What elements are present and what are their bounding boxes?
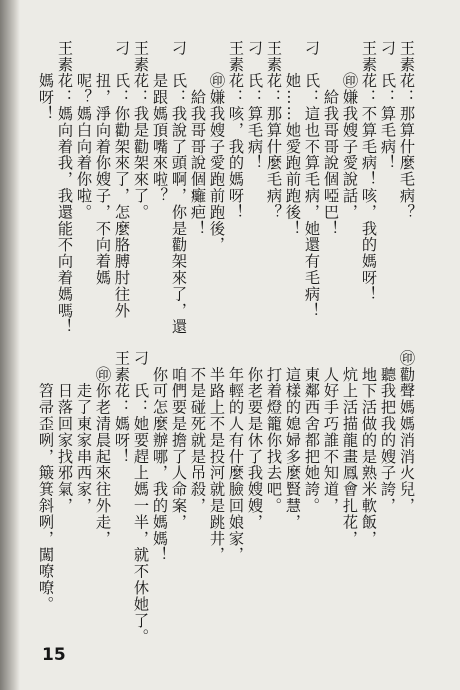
text-line: 你老要是休了我嫂嫂， bbox=[246, 350, 264, 531]
text-line: 聽我把我的嫂子誇， bbox=[379, 350, 397, 514]
text-line: 這樣的媳婦多麼賢慧， bbox=[284, 350, 302, 531]
text-line: 給我哥哥說個啞巴！ bbox=[322, 40, 340, 237]
text-line: 王素花：那算什麼毛病？ bbox=[398, 40, 416, 221]
dialogue-block-bottom bbox=[36, 350, 416, 645]
text-line: 刁 氏：你勸架來了，怎麼胳膊肘往外 bbox=[113, 40, 131, 319]
text-line: 刁 氏：我說了頭啊，你是勸架來了，還 bbox=[170, 40, 188, 336]
page-number: 15 bbox=[42, 645, 66, 665]
text-line: 刁 氏：這也不算毛病，她還有毛病！ bbox=[303, 40, 321, 319]
text-line: ㊞嫌我嫂子愛說話， bbox=[341, 40, 359, 221]
text-line: 日落回家找邪氣， bbox=[56, 350, 74, 514]
text-line: 炕上活描龍畫鳳會扎花， bbox=[341, 350, 359, 547]
text-line: 扭，淨向着你嫂子，不向着媽 bbox=[94, 40, 112, 286]
text-line: 東鄰西舍都把她誇。 bbox=[303, 350, 321, 514]
text-line: 是跟媽頂嘴來啦？ bbox=[151, 40, 169, 204]
text-line: 王素花：咳，我的媽呀！ bbox=[227, 40, 245, 221]
text-line: 她……她愛跑前跑後！ bbox=[284, 40, 302, 237]
text-line: 王素花：媽向着我，我還能不向着媽嗎！ bbox=[56, 40, 74, 336]
text-line: 走了東家串西家， bbox=[75, 350, 93, 514]
text-line: 給我哥哥說個癱疤！ bbox=[189, 40, 207, 237]
text-line: 不是碰死就是吊殺， bbox=[189, 350, 207, 514]
text-line: ㊞你老清晨起來往外走， bbox=[94, 350, 112, 547]
text-line: 呢？媽白向着你啦。 bbox=[75, 40, 93, 221]
text-line: 地下活做的是熟米軟飯， bbox=[360, 350, 378, 547]
text-line: 笤帚歪咧，簸箕斜咧，闖嘹嘹。 bbox=[37, 350, 55, 613]
text-line: ㊞勸聲媽媽消消火兒， bbox=[398, 350, 416, 514]
text-line: 王素花：我是勸架來了。 bbox=[132, 40, 150, 221]
dialogue-block-top bbox=[36, 40, 416, 335]
text-line: 刁 氏：算毛病！ bbox=[246, 40, 264, 172]
book-spine-shadow bbox=[0, 0, 20, 690]
text-line: 打着燈籠你找去吧。 bbox=[265, 350, 283, 514]
text-line: 人好手巧誰不知道， bbox=[322, 350, 340, 514]
text-line: 刁 氏：她要趕上媽一半，就不休她了。 bbox=[132, 350, 150, 646]
text-line: 半路上不是投河就是跳井， bbox=[208, 350, 226, 564]
text-line: 媽呀！ bbox=[37, 40, 55, 122]
text-line: 王素花：不算毛病！咳，我的媽呀！ bbox=[360, 40, 378, 303]
text-line: ㊞嫌我嫂子愛跑前跑後， bbox=[208, 40, 226, 254]
text-line: 年輕的人有什麼臉回娘家， bbox=[227, 350, 245, 564]
text-line: 你可怎麼辦哪，我的媽媽！ bbox=[151, 350, 169, 564]
text-line: 刁 氏：算毛病！ bbox=[379, 40, 397, 172]
text-line: 咱們要是擔了人命案， bbox=[170, 350, 188, 531]
text-line: 王素花：媽呀！ bbox=[113, 350, 131, 465]
text-line: 王素花：那算什麼毛病？ bbox=[265, 40, 283, 221]
